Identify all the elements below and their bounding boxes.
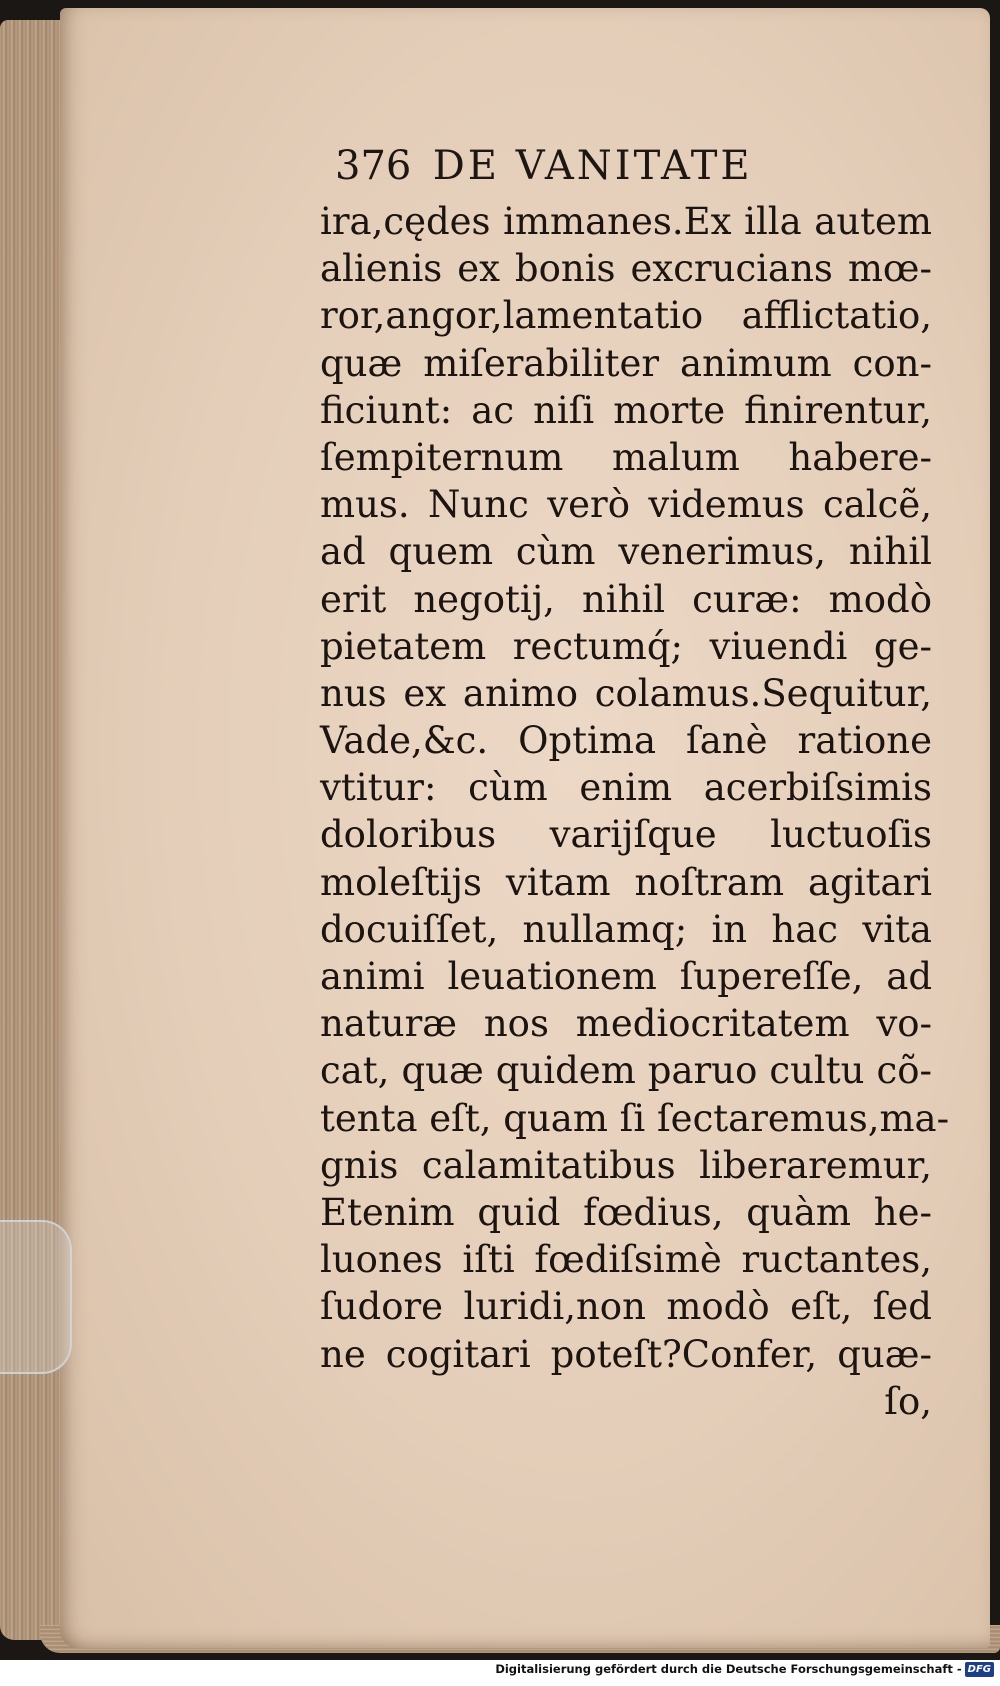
text-line: pietatem rectumq́; viuendi ge- — [320, 624, 932, 668]
text-line: gnis calamitatibus liberaremur, — [320, 1143, 932, 1187]
catchword: ſo, — [884, 1379, 932, 1423]
text-line: alienis ex bonis excrucians mœ- — [320, 247, 932, 291]
text-line: ſempiternum malum habere- — [320, 435, 932, 479]
text-line: ror,angor,lamentatio afflictatio, — [320, 294, 932, 338]
running-title: DE VANITATE — [432, 143, 753, 189]
page-number: 376 — [335, 143, 412, 189]
text-line: doloribus varijſque luctuoſis — [320, 813, 932, 857]
text-line: naturæ nos mediocritatem vo- — [320, 1002, 932, 1046]
text-line: tenta eſt, quam ſi ſectaremus,ma- — [320, 1096, 950, 1140]
text-line: ſudore luridi,non modò eſt, ſed — [320, 1285, 932, 1329]
digitization-credit — [0, 1662, 994, 1684]
text-line: erit negotij, nihil curæ: modò — [320, 577, 932, 621]
dfg-logo: DFG — [965, 1662, 994, 1677]
body-text — [320, 198, 950, 1425]
text-line: ne cogitari poteſt?Confer, quæ- — [320, 1332, 932, 1376]
text-line: docuiſſet, nullamq; in hac vita — [320, 907, 932, 951]
text-line: cat, quæ quidem paruo cultu cõ- — [320, 1049, 932, 1093]
text-line: mus. Nunc verò videmus calcẽ, — [320, 483, 932, 527]
text-line: moleſtijs vitam noſtram agitari — [320, 860, 932, 904]
text-line: vtitur: cùm enim acerbiſsimis — [320, 766, 932, 810]
credit-text: Digitalisierung gefördert durch die Deutsche Forschungsgemeinschaft - — [495, 1662, 962, 1676]
book-clip — [0, 1220, 72, 1374]
text-line: nus ex animo colamus.Sequitur, — [320, 671, 932, 715]
text-line: ad quem cùm venerimus, nihil — [320, 530, 932, 574]
running-head — [335, 143, 855, 193]
text-line: ira,cędes immanes.Ex illa autem — [320, 200, 932, 243]
text-line: luones iſti fœdiſsimè ructantes, — [320, 1238, 932, 1282]
text-line: Etenim quid fœdius, quàm he- — [320, 1190, 932, 1234]
text-line: Vade,&c. Optima ſanè ratione — [320, 719, 932, 763]
text-line: animi leuationem ſupereſſe, ad — [320, 955, 932, 998]
text-line: quæ miſerabiliter animum con- — [320, 341, 932, 385]
text-line: ficiunt: ac niſi morte finirentur, — [320, 388, 932, 432]
